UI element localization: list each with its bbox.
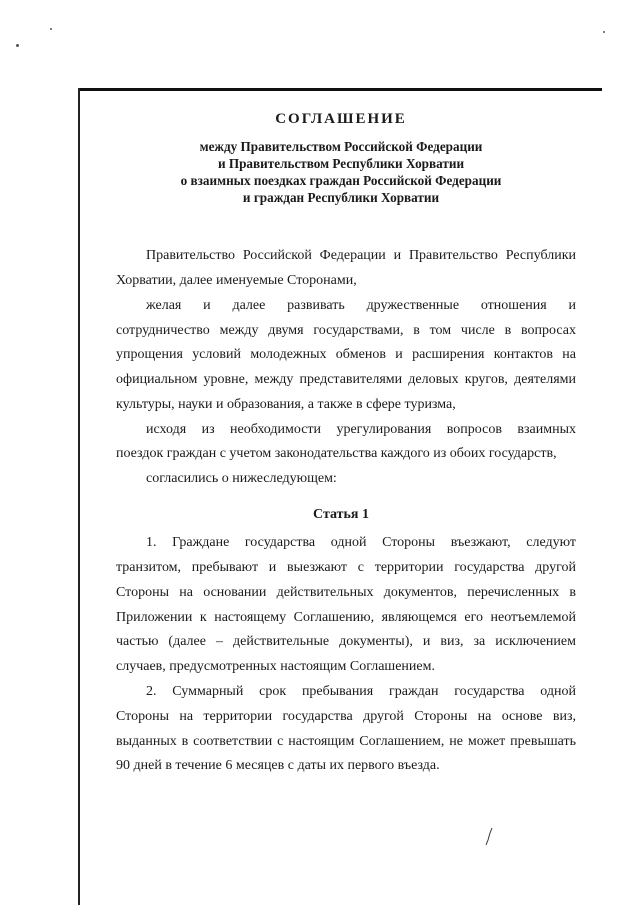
scan-speck: [16, 44, 19, 47]
preamble-line: сотрудничество между двумя государствами, в том числе в вопросах: [116, 323, 576, 338]
clause-line: выданных в соответствии с настоящим Соглашением, не может превышать: [116, 734, 576, 749]
clause-line: частью (далее – действительные документы), и виз, за исключением: [116, 634, 576, 649]
clause-line: 90 дней в течение 6 месяцев с даты их первого въезда.: [116, 758, 440, 773]
preamble-line: согласились о нижеследующем:: [146, 471, 337, 486]
preamble-line: Правительство Российской Федерации и Правительство Республики: [146, 248, 576, 263]
preamble-line: исходя из необходимости урегулирования вопросов взаимных: [146, 422, 576, 437]
preamble-line: желая и далее развивать дружественные отношения и: [146, 298, 576, 313]
preamble-line: упрощения условий молодежных обменов и расширения контактов на: [116, 347, 576, 362]
preamble-line: культуры, науки и образования, а также в сфере туризма,: [116, 397, 456, 412]
clause-line: транзитом, пребывают и выезжают с территории государства другой: [116, 560, 576, 575]
clause-line: случаев, предусмотренных настоящим Соглашением.: [116, 659, 435, 674]
subtitle-line: о взаимных поездках граждан Российской Федерации: [180, 173, 502, 188]
preamble-line: официальном уровне, между представителями деловых кругов, деятелями: [116, 372, 576, 387]
frame-left-border: [78, 88, 80, 905]
subtitle-line: между Правительством Российской Федерации: [199, 139, 483, 154]
document-title: СОГЛАШЕНИЕ: [275, 111, 407, 127]
clause-line: 1. Граждане государства одной Стороны въезжают, следуют: [146, 535, 576, 550]
subtitle-line: и Правительством Республики Хорватии: [217, 156, 465, 171]
clause-line: 2. Суммарный срок пребывания граждан государства одной: [146, 684, 576, 699]
scan-speck: [603, 31, 605, 33]
pen-mark-scribble: [483, 827, 497, 847]
clause-line: Приложении к настоящему Соглашению, являющемся его неотъемлемой: [116, 610, 576, 625]
subtitle-line: и граждан Республики Хорватии: [242, 190, 440, 205]
article-heading: Статья 1: [313, 507, 369, 522]
preamble-line: Хорватии, далее именуемые Сторонами,: [116, 273, 357, 288]
preamble-line: поездок граждан с учетом законодательства каждого из обоих государств,: [116, 446, 557, 461]
frame-top-border: [78, 88, 602, 91]
scan-speck: [50, 28, 52, 30]
clause-line: Стороны на основании действительных документов, перечисленных в: [116, 585, 576, 600]
clause-line: Стороны на территории государства другой Стороны на основе виз,: [116, 709, 576, 724]
